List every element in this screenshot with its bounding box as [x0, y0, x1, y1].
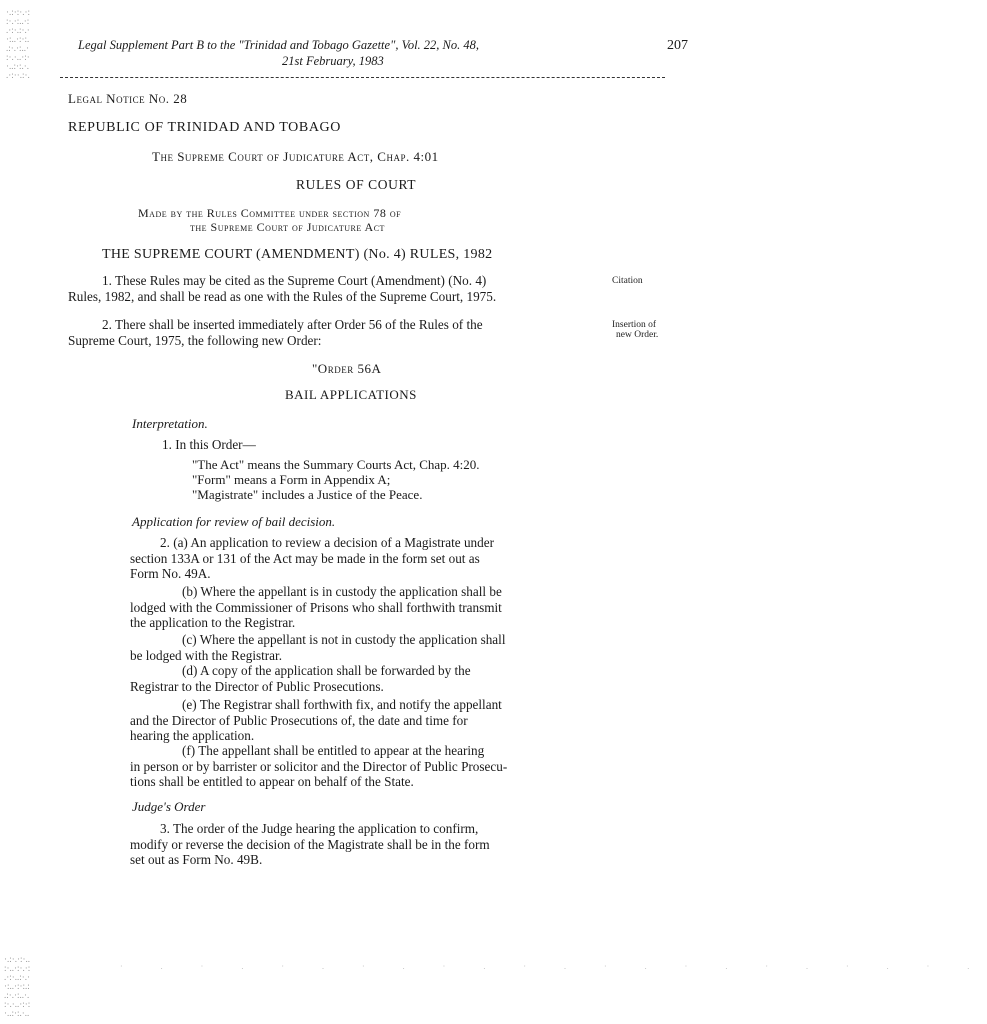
para-2d-line-2: Registrar to the Director of Public Prosecutions.	[130, 678, 384, 694]
act-heading: The Supreme Court of Judicature Act, Chap. 4:01	[152, 149, 439, 164]
rule-2-paragraph	[68, 317, 608, 348]
para-2b-line-2: lodged with the Commissioner of Prisons who shall forthwith transmit	[130, 599, 502, 615]
para-2f	[130, 743, 608, 790]
gazette-header-line-2: 21st February, 1983	[282, 54, 384, 68]
para-2a-line-2: section 133A or 131 of the Act may be made in the form set out as	[130, 550, 480, 566]
para-2c-line-1: (c) Where the appellant is not in custody the application shall	[182, 632, 506, 647]
margin-note-insertion	[612, 320, 658, 340]
para-2e-line-3: hearing the application.	[130, 728, 255, 743]
para-3-line-2: modify or reverse the decision of the Magistrate shall be in the form	[130, 836, 490, 852]
gazette-header-line-1: Legal Supplement Part B to the "Trinidad and Tobago Gazette", Vol. 22, No. 48,	[78, 38, 480, 52]
made-by-line-1: Made by the Rules Committee under section 78 of	[138, 206, 402, 220]
scan-noise-bottom-left: ·.:·.·:·.. :·..·:·.·: .·:·..:·.· ·:..·:·:.: .:·.·:..·. :·.·..·:·: ·..:·:.·..	[4, 954, 31, 1018]
para-2c-line-2: be lodged with the Registrar.	[130, 647, 282, 663]
para-2b-line-3: the application to the Registrar.	[130, 615, 296, 630]
margin-note-citation: Citation	[612, 276, 643, 286]
page-number: 207	[667, 38, 688, 53]
scan-noise-bottom-strip: · . · . · . · . · . · . · . · . · . · . · .	[120, 962, 987, 971]
definition-act: "The Act" means the Summary Courts Act, Chap. 4:20.	[192, 457, 480, 472]
rule-2-line-1: 2. There shall be inserted immediately after Order 56 of the Rules of the	[102, 317, 483, 332]
rule-1-line-1: 1. These Rules may be cited as the Supreme Court (Amendment) (No. 4)	[102, 273, 487, 288]
para-2f-line-1: (f) The appellant shall be entitled to appear at the hearing	[182, 743, 485, 758]
rules-main-title: THE SUPREME COURT (AMENDMENT) (No. 4) RULES, 1982	[102, 247, 493, 262]
para-2e	[130, 697, 608, 744]
para-2f-line-3: tions shall be entitled to appear on behalf of the State.	[130, 774, 414, 789]
para-2c	[130, 632, 608, 663]
margin-note-insertion-line-1: Insertion of	[612, 320, 657, 330]
margin-note-insertion-line-2: new Order.	[616, 330, 659, 340]
legal-notice-label: Legal Notice No. 28	[68, 91, 188, 106]
rules-of-court-heading: RULES OF COURT	[296, 177, 417, 192]
rule-2-line-2: Supreme Court, 1975, the following new Order:	[68, 332, 322, 348]
interpretation-heading: Interpretation.	[132, 416, 208, 431]
judges-order-heading: Judge's Order	[132, 799, 206, 814]
para-2b	[130, 584, 608, 631]
rule-1-paragraph	[68, 273, 608, 304]
definition-form: "Form" means a Form in Appendix A;	[192, 472, 391, 487]
rule-1-line-2: Rules, 1982, and shall be read as one with the Rules of the Supreme Court, 1975.	[68, 288, 497, 304]
interpretation-intro: 1. In this Order—	[162, 437, 256, 452]
definition-magistrate: "Magistrate" includes a Justice of the Peace.	[192, 487, 423, 502]
para-3	[130, 821, 608, 868]
header-rule	[60, 77, 665, 78]
para-2d	[130, 663, 608, 694]
para-2f-line-2: in person or by barrister or solicitor and the Director of Public Prosecu-	[130, 758, 508, 774]
country-heading: REPUBLIC OF TRINIDAD AND TOBAGO	[68, 120, 341, 135]
order-title: "Order 56A	[312, 361, 382, 376]
para-2a-line-3: Form No. 49A.	[130, 566, 211, 581]
para-2a	[130, 535, 608, 582]
para-2e-line-2: and the Director of Public Prosecutions of, the date and time for	[130, 712, 468, 728]
para-2b-line-1: (b) Where the appellant is in custody the application shall be	[182, 584, 502, 599]
order-subtitle: BAIL APPLICATIONS	[285, 387, 417, 402]
made-by-line-2: the Supreme Court of Judicature Act	[190, 220, 385, 234]
para-2a-line-1: 2. (a) An application to review a decision of a Magistrate under	[160, 535, 494, 550]
para-2d-line-1: (d) A copy of the application shall be forwarded by the	[182, 663, 471, 678]
scan-noise-top-left: ·.:·:·.·: :·.·:..·: .·:·.:·.· ·:..·:·:. .:·.·:..· :·.·..·:· ·..:·:.·. .·:··.:·.	[6, 7, 30, 80]
application-heading: Application for review of bail decision.	[132, 514, 336, 529]
para-3-line-3: set out as Form No. 49B.	[130, 852, 263, 867]
para-2e-line-1: (e) The Registrar shall forthwith fix, and notify the appellant	[182, 697, 502, 712]
para-3-line-1: 3. The order of the Judge hearing the application to confirm,	[160, 821, 479, 836]
